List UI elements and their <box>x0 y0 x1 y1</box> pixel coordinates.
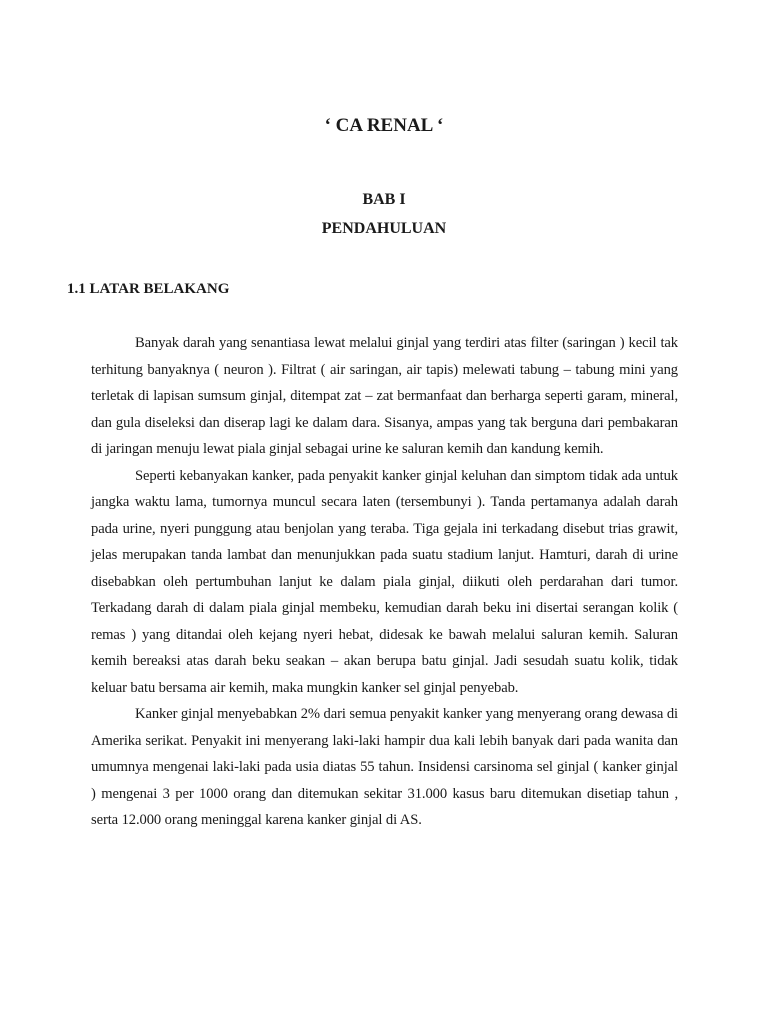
paragraph: Banyak darah yang senantiasa lewat melalui ginjal yang terdiri atas filter (saringan ) kecil tak terhitung banyaknya ( neuron ). Filtrat ( air saringan, air tapis) melewati tabung – tabung mini yang terletak di lapisan sumsum ginjal, ditempat zat – zat bermanfaat dan berharga seperti garam, mineral, dan gula diseleksi dan diserap lagi ke dalam dara. Sisanya, ampas yang tak berguna dari pembakaran di jaringan menuju lewat piala ginjal sebagai urine ke saluran kemih dan kandung kemih. <box>91 335 678 457</box>
document-title: ‘ CA RENAL ‘ <box>324 115 444 136</box>
chapter-number: BAB I <box>362 191 406 208</box>
paragraph: Seperti kebanyakan kanker, pada penyakit kanker ginjal keluhan dan simptom tidak ada untuk jangka waktu lama, tumornya muncul secara laten (tersembunyi ). Tanda pertamanya adalah darah pada urine, nyeri punggung atau benjolan yang teraba. Tiga gejala ini terkadang disebut trias grawit, jelas merupakan tanda lambat dan menunjukkan pada suatu stadium lanjut. Hamturi, darah di urine disebabkan oleh pertumbuhan lanjut ke dalam piala ginjal, diikuti oleh perdarahan dari tumor. Terkadang darah di dalam piala ginjal membeku, kemudian darah beku ini disertai serangan kolik ( remas ) yang ditandai oleh kejang nyeri hebat, didesak ke bawah melalui saluran kemih. Saluran kemih bereaksi atas darah beku seakan – akan berupa batu ginjal. Jadi sesudah suatu kolik, tidak keluar batu bersama air kemih, maka mungkin kanker sel ginjal penyebab. <box>91 467 678 696</box>
body-text <box>91 330 678 834</box>
section-heading: 1.1 LATAR BELAKANG <box>67 281 230 297</box>
paragraph: Kanker ginjal menyebabkan 2% dari semua penyakit kanker yang menyerang orang dewasa di Amerika serikat. Penyakit ini menyerang laki-laki hampir dua kali lebih banyak dari pada wanita dan umumnya mengenai laki-laki pada usia diatas 55 tahun. Insidensi carsinoma sel ginjal ( kanker ginjal ) mengenai 3 per 1000 orang dan ditemukan sekitar 31.000 kasus baru ditemukan disetiap tahun , serta 12.000 orang meninggal karena kanker ginjal di AS. <box>91 706 678 828</box>
chapter-title: PENDAHULUAN <box>321 220 447 237</box>
